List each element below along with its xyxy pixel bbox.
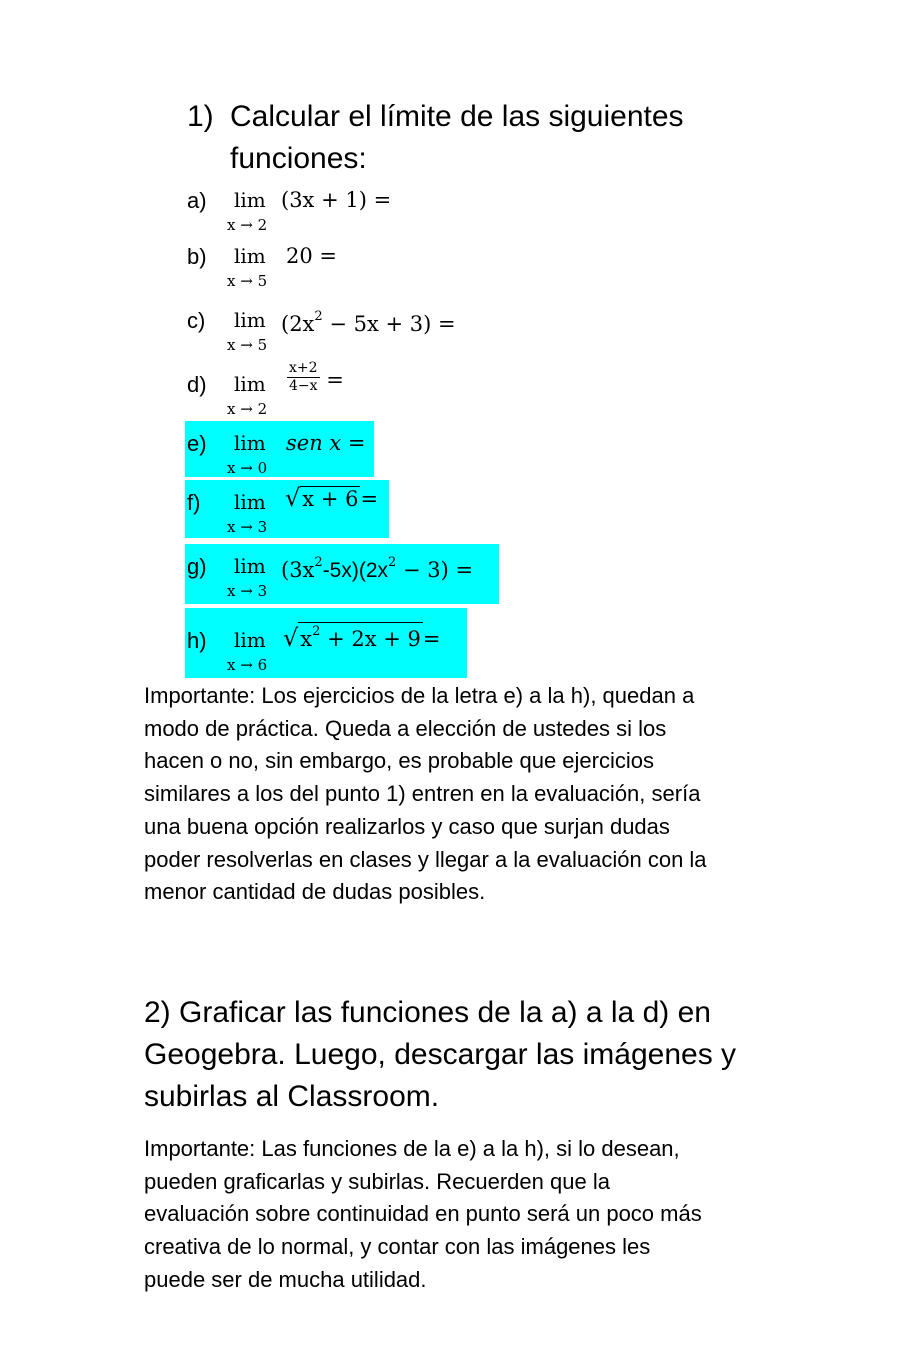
note2-line: Importante: Las funciones de la e) a la h), si lo desean, [144,1136,680,1161]
lim-operator: lim [234,308,266,332]
exponent: 2 [314,555,323,570]
section2-title [144,992,736,1118]
note2-line: puede ser de mucha utilidad. [144,1266,427,1292]
note1-line: Importante: Los ejercicios de la letra e) a la h), quedan a [144,683,695,708]
exercise-expression [285,486,378,511]
lim-subscript: x → 2 [227,216,268,234]
exercise-h [185,608,467,678]
expr-part: + 2x + 9 [320,627,421,651]
lim-subscript: x → 2 [227,400,268,418]
note1-line: una buena opción realizarlos y caso que surjan dudas [144,813,670,839]
lim-operator: lim [234,244,266,268]
lim-operator: lim [234,188,266,212]
square-root [285,486,360,511]
exercise-letter: h) [187,628,207,653]
equals-sign: = [326,368,344,392]
section2-title-line: Geogebra. Luego, descargar las imágenes y [144,1038,737,1071]
fraction-denominator: 4−x [289,378,318,394]
lim-operator: lim [234,431,266,455]
exercise-letter: c) [187,308,206,333]
equals-sign: = [360,487,379,511]
section1-title-line2: funciones: [230,142,367,175]
exercise-letter: a) [187,188,207,213]
exercise-d [185,362,385,422]
lim-subscript: x → 0 [227,459,268,477]
note1-line: modo de práctica. Queda a elección de ustedes si los [144,715,667,741]
expr-part: sen x = [286,431,366,455]
exercise-expression [287,360,344,399]
fraction-numerator: x+2 [289,360,318,376]
section1-title-line1: Calcular el límite de las siguientes [230,100,684,133]
note1-line: menor cantidad de dudas posibles. [144,879,486,905]
section2-title-line: 2) Graficar las funciones de la a) a la d) en [144,996,711,1029]
exercise-expression [281,554,473,583]
exercise-expression [281,308,456,336]
square-root [283,622,423,651]
exercise-letter: f) [187,490,201,515]
lim-operator: lim [234,490,266,514]
exercise-g [185,544,499,604]
lim-subscript: x → 5 [227,336,268,354]
note1-line: poder resolverlas en clases y llegar a la evaluación con la [144,846,707,872]
radical-sign: √ [285,484,301,512]
expr-part: (3x [281,558,315,582]
section2-title-line: subirlas al Classroom. [144,1080,440,1113]
exercise-letter: d) [187,372,207,397]
exercise-b [185,234,385,294]
lim-subscript: x → 3 [227,582,268,600]
exponent: 2 [312,624,321,639]
exercise-expression: (3x + 1) = [281,188,392,212]
exercise-c [185,298,505,358]
exercise-expression: 20 = [286,244,337,268]
lim-operator: lim [234,628,266,652]
note2-line: pueden graficarlas y subirlas. Recuerden que la [144,1168,610,1194]
note1-line: similares a los del punto 1) entren en la evaluación, sería [144,781,701,807]
fraction [287,360,320,395]
expr-part: -5x)(2x [322,559,389,582]
exercise-a [185,178,425,238]
lim-subscript: x → 6 [227,656,268,674]
exercise-letter: b) [187,244,207,269]
note2-line: creativa de lo normal, y contar con las imágenes les [144,1234,651,1260]
exercise-letter: e) [187,431,207,456]
lim-operator: lim [234,372,266,396]
exponent: 2 [388,555,397,570]
exercise-e [185,421,374,477]
radical-sign: √ [283,624,299,652]
exercise-expression [283,622,441,651]
lim-subscript: x → 3 [227,518,268,536]
note2-line: evaluación sobre continuidad en punto será un poco más [144,1201,702,1227]
radicand: x + 6 [302,487,359,511]
expr-part: (2x [281,312,315,336]
expr-part: − 3) = [396,558,474,582]
exercise-letter: g) [187,554,207,579]
exercise-f [185,480,389,538]
expr-part: x [300,627,313,651]
note2-paragraph [144,1133,702,1297]
equals-sign: = [422,627,441,651]
note1-line: hacen o no, sin embargo, es probable que ejercicios [144,748,654,774]
exponent: 2 [314,309,323,324]
expr-part: − 5x + 3) = [322,312,456,336]
note1-paragraph [144,680,707,909]
section1-number: 1) [187,100,214,133]
lim-operator: lim [234,554,266,578]
exercise-expression [286,431,366,455]
lim-subscript: x → 5 [227,272,268,290]
radicand [298,622,423,651]
